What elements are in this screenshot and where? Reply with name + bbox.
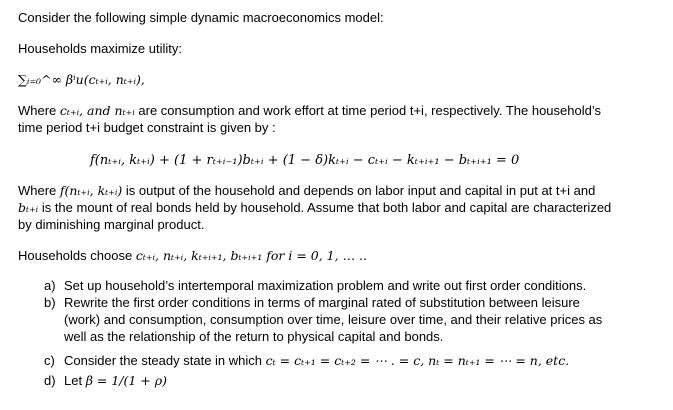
item-d-math: β = 1/(1 + ρ) xyxy=(85,373,167,388)
where-consumption-line xyxy=(18,102,601,119)
item-marker: b) xyxy=(44,295,56,310)
households-heading: Households maximize utility: xyxy=(18,41,183,56)
intro-text: Consider the following simple dynamic macroeconomics model: xyxy=(18,10,384,25)
item-marker: d) xyxy=(44,373,56,388)
where2-line2-rest: is the mount of real bonds held by household. Assume that both labor and capital are characterized xyxy=(38,200,612,215)
item-text: Rewrite the first order conditions in terms of marginal rated of substitution between leisure xyxy=(64,295,580,310)
where1-prefix: Where xyxy=(18,103,60,118)
item-text: well as the relationship of the return to physical capital and bonds. xyxy=(64,329,444,344)
where2-func: f(nₜ₊ᵢ, kₜ₊ᵢ) xyxy=(59,183,123,198)
where-output-line xyxy=(18,182,595,199)
utility-expression: ∑ᵢ₌₀^∞ βⁱu(cₜ₊ᵢ, nₜ₊ᵢ), xyxy=(18,72,145,87)
where-consumption-line-2: time period t+i budget constraint is given by : xyxy=(18,120,276,135)
item-c-prefix: Consider the steady state in which xyxy=(64,353,266,368)
where2-rest: is output of the household and depends on labor input and capital in put at t+i and xyxy=(122,183,596,198)
item-text xyxy=(64,372,167,389)
where1-rest: are consumption and work effort at time period t+i, respectively. The household’s xyxy=(134,103,601,118)
item-text: (work) and consumption, consumption over time, leisure over time, and their relative prices as xyxy=(64,312,603,327)
where2-prefix: Where xyxy=(18,183,60,198)
where-output-line-2 xyxy=(18,199,611,216)
item-marker: c) xyxy=(44,353,55,368)
item-text: Set up household’s intertemporal maximization problem and write out first order conditions. xyxy=(64,278,587,293)
where-output-line-3: by diminishing marginal product. xyxy=(18,217,205,232)
where2-bond-var: bₜ₊ᵢ xyxy=(18,200,39,215)
item-marker: a) xyxy=(44,278,56,293)
households-choose-line xyxy=(18,247,367,264)
item-c-math: cₜ = cₜ₊₁ = cₜ₊₂ = ⋯ . = c, nₜ = nₜ₊₁ = ⋯ = n, etc. xyxy=(265,353,570,368)
budget-constraint-equation: f(nₜ₊ᵢ, kₜ₊ᵢ) + (1 + rₜ₊ᵢ₋₁)bₜ₊ᵢ + (1 − δ)kₜ₊ᵢ − cₜ₊ᵢ − kₜ₊ᵢ₊₁ − bₜ₊ᵢ₊₁ = 0 xyxy=(90,153,520,168)
where1-vars: cₜ₊ᵢ, and nₜ₊ᵢ xyxy=(59,103,135,118)
item-text xyxy=(64,352,569,369)
choose-vars: cₜ₊ᵢ, nₜ₊ᵢ, kₜ₊ᵢ₊₁, bₜ₊ᵢ₊₁ for i = 0, 1, … .. xyxy=(135,248,367,263)
item-d-prefix: Let xyxy=(64,373,86,388)
choose-prefix: Households choose xyxy=(18,248,136,263)
